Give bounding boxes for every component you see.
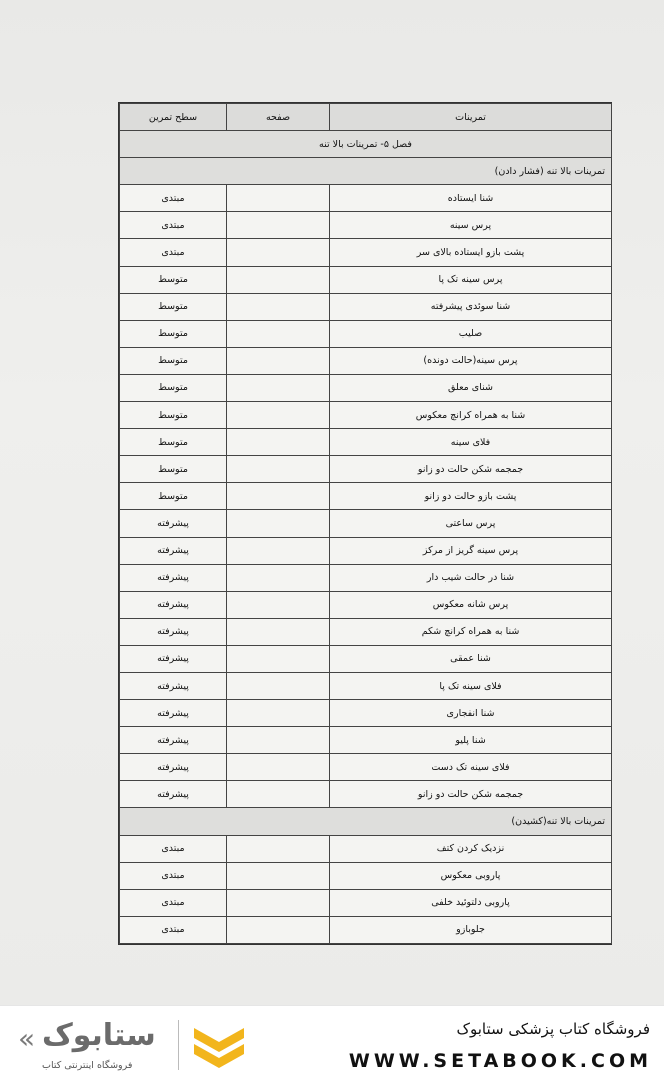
level-cell: پیشرفته: [120, 672, 227, 699]
website-url: WWW.SETABOOK.COM: [348, 1050, 652, 1072]
page-cell: [227, 781, 330, 808]
level-cell: متوسط: [120, 347, 227, 374]
level-cell: پیشرفته: [120, 727, 227, 754]
page-cell: [227, 618, 330, 645]
table-row: [120, 727, 612, 754]
table-row: [120, 645, 612, 672]
page-cell: [227, 835, 330, 862]
chapter-title: فصل ۵- تمرینات بالا تنه: [120, 131, 612, 158]
table-body: [120, 131, 612, 944]
table-row: [120, 700, 612, 727]
level-cell: متوسط: [120, 429, 227, 456]
level-cell: پیشرفته: [120, 564, 227, 591]
exercise-name: پرس ساعتی: [330, 510, 612, 537]
exercise-name: شنای معلق: [330, 374, 612, 401]
exercise-name: شنا در حالت شیب دار: [330, 564, 612, 591]
exercise-name: پاروبی دلتوئید خلفی: [330, 889, 612, 916]
level-cell: پیشرفته: [120, 618, 227, 645]
exercise-name: جمجمه شکن حالت دو زانو: [330, 781, 612, 808]
exercise-name: صلیب: [330, 320, 612, 347]
level-cell: مبتدی: [120, 916, 227, 943]
chevron-left-icon: «: [18, 1022, 36, 1055]
exercise-name: شنا پلیو: [330, 727, 612, 754]
page-cell: [227, 456, 330, 483]
level-cell: متوسط: [120, 483, 227, 510]
table-row: [120, 591, 612, 618]
level-cell: پیشرفته: [120, 645, 227, 672]
store-banner: [0, 1005, 664, 1081]
level-cell: پیشرفته: [120, 754, 227, 781]
logo-wordmark: ستابوک: [42, 1018, 156, 1053]
exercise-table: [118, 102, 612, 945]
exercise-name: فلای سینه تک دست: [330, 754, 612, 781]
table-row: [120, 510, 612, 537]
level-cell: پیشرفته: [120, 510, 227, 537]
page-cell: [227, 700, 330, 727]
exercise-name: پرس سینه تک پا: [330, 266, 612, 293]
exercise-name: پرس سینه(حالت دونده): [330, 347, 612, 374]
exercise-name: پشت بازو ایستاده بالای سر: [330, 239, 612, 266]
page-cell: [227, 185, 330, 212]
table-row: [120, 266, 612, 293]
exercise-name: شنا به همراه کرانچ شکم: [330, 618, 612, 645]
logo-divider: [178, 1020, 179, 1070]
table-row: [120, 754, 612, 781]
table-row: [120, 320, 612, 347]
exercise-name: فلای سینه تک پا: [330, 672, 612, 699]
table-row: [120, 347, 612, 374]
table-row: [120, 916, 612, 943]
exercise-name: فلای سینه: [330, 429, 612, 456]
level-cell: پیشرفته: [120, 591, 227, 618]
table-row: [120, 781, 612, 808]
page-cell: [227, 266, 330, 293]
page-cell: [227, 347, 330, 374]
page-cell: [227, 402, 330, 429]
book-stack-logo-icon: [190, 1022, 248, 1070]
level-cell: متوسط: [120, 266, 227, 293]
chapter-row: [120, 131, 612, 158]
level-cell: متوسط: [120, 374, 227, 401]
store-title: فروشگاه کتاب پزشکی ستابوک: [456, 1020, 650, 1038]
level-cell: متوسط: [120, 320, 227, 347]
page-cell: [227, 510, 330, 537]
exercise-name: جمجمه شکن حالت دو زانو: [330, 456, 612, 483]
level-cell: پیشرفته: [120, 781, 227, 808]
table-row: [120, 889, 612, 916]
group-title: تمرینات بالا تنه (فشار دادن): [120, 158, 612, 185]
page-cell: [227, 320, 330, 347]
page-cell: [227, 374, 330, 401]
table-row: [120, 185, 612, 212]
table-header-row: [120, 104, 612, 131]
level-cell: مبتدی: [120, 835, 227, 862]
page-cell: [227, 916, 330, 943]
level-cell: مبتدی: [120, 239, 227, 266]
level-cell: پیشرفته: [120, 537, 227, 564]
page-cell: [227, 212, 330, 239]
page-cell: [227, 754, 330, 781]
page-cell: [227, 483, 330, 510]
table-row: [120, 239, 612, 266]
header-page: صفحه: [227, 104, 330, 131]
table-row: [120, 429, 612, 456]
table-row: [120, 212, 612, 239]
table-row: [120, 374, 612, 401]
level-cell: مبتدی: [120, 889, 227, 916]
exercise-name: پرس شانه معکوس: [330, 591, 612, 618]
page-cell: [227, 564, 330, 591]
page-cell: [227, 862, 330, 889]
header-level: سطح تمرین: [120, 104, 227, 131]
level-cell: مبتدی: [120, 185, 227, 212]
exercise-name: نزدیک کردن کتف: [330, 835, 612, 862]
level-cell: متوسط: [120, 402, 227, 429]
exercise-name: پرس سینه: [330, 212, 612, 239]
level-cell: مبتدی: [120, 212, 227, 239]
exercise-name: شنا عمقی: [330, 645, 612, 672]
group-header-row: [120, 158, 612, 185]
group-title: تمرینات بالا تنه(کشیدن): [120, 808, 612, 835]
page-cell: [227, 645, 330, 672]
exercise-name: شنا به همراه کرانچ معکوس: [330, 402, 612, 429]
exercise-name: شنا ایستاده: [330, 185, 612, 212]
table-row: [120, 862, 612, 889]
table-row: [120, 672, 612, 699]
table-row: [120, 293, 612, 320]
exercise-name: جلوبازو: [330, 916, 612, 943]
page-cell: [227, 672, 330, 699]
group-header-row: [120, 808, 612, 835]
table-row: [120, 483, 612, 510]
header-exercises: تمرینات: [330, 104, 612, 131]
exercise-name: پشت بازو حالت دو زانو: [330, 483, 612, 510]
page-cell: [227, 889, 330, 916]
page-cell: [227, 293, 330, 320]
exercise-name: پرس سینه گریز از مرکز: [330, 537, 612, 564]
page-cell: [227, 727, 330, 754]
level-cell: مبتدی: [120, 862, 227, 889]
exercise-name: شنا انفجاری: [330, 700, 612, 727]
table-row: [120, 402, 612, 429]
table-row: [120, 456, 612, 483]
level-cell: متوسط: [120, 456, 227, 483]
table-row: [120, 835, 612, 862]
logo-tagline: فروشگاه اینترنتی کتاب: [42, 1060, 133, 1071]
level-cell: پیشرفته: [120, 700, 227, 727]
page-cell: [227, 537, 330, 564]
page-cell: [227, 429, 330, 456]
table-row: [120, 564, 612, 591]
page-cell: [227, 239, 330, 266]
table-row: [120, 537, 612, 564]
table-row: [120, 618, 612, 645]
level-cell: متوسط: [120, 293, 227, 320]
page-cell: [227, 591, 330, 618]
exercise-name: شنا سوئدی پیشرفته: [330, 293, 612, 320]
exercise-name: پاروبی معکوس: [330, 862, 612, 889]
